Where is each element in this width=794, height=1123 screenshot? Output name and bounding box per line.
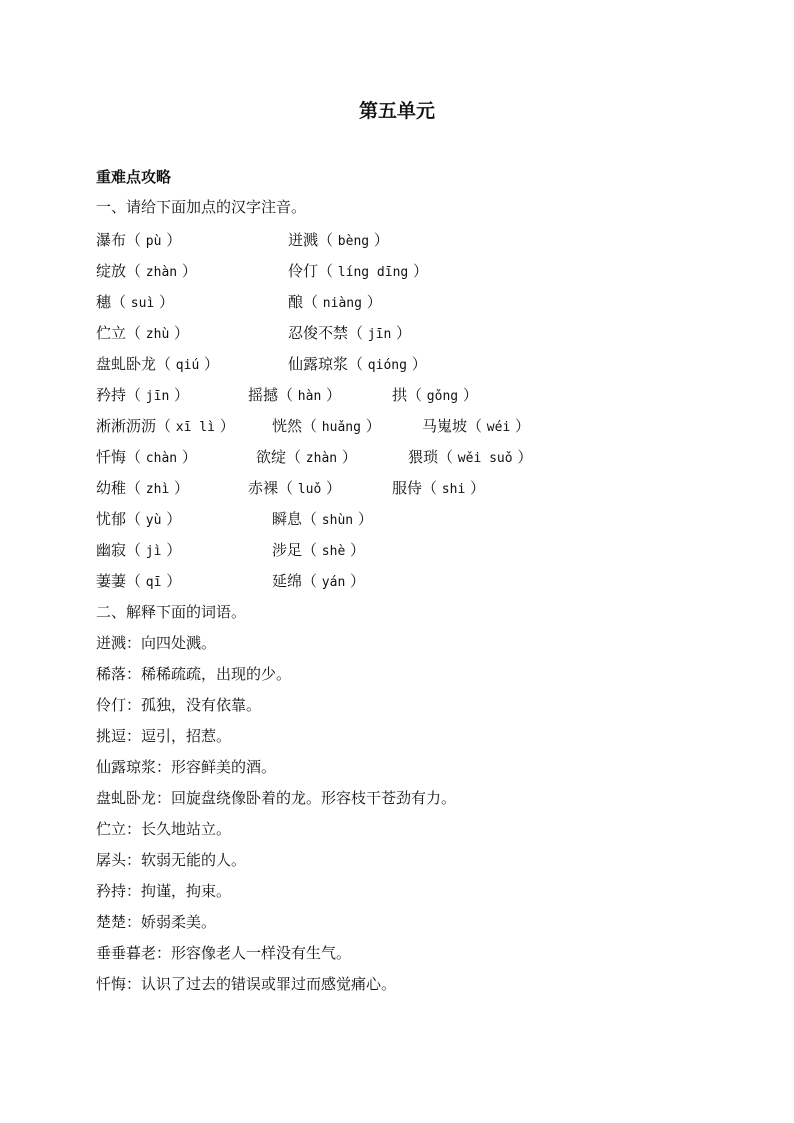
pinyin-word: 马嵬坡 bbox=[422, 417, 468, 435]
pinyin-word: 延绵 bbox=[272, 572, 303, 590]
pinyin-word: 伫立 bbox=[96, 324, 127, 342]
pinyin-word: 赤裸 bbox=[248, 479, 279, 497]
pinyin-item: 萋萋（ qī ） bbox=[96, 572, 182, 590]
pinyin-item: 拱（ gǒng ） bbox=[392, 386, 478, 404]
part2-heading: 二、解释下面的词语。 bbox=[96, 603, 247, 621]
definition-item: 忏悔：认识了过去的错误或罪过而感觉痛心。 bbox=[96, 975, 397, 993]
pinyin-item: 幼稚（ zhì ） bbox=[96, 479, 190, 497]
pinyin-word: 服侍 bbox=[392, 479, 423, 497]
pinyin-item: 矜持（ jīn ） bbox=[96, 386, 190, 404]
pinyin-answer: jīn bbox=[145, 389, 170, 404]
pinyin-item: 摇撼（ hàn ） bbox=[248, 386, 342, 404]
pinyin-word: 瞬息 bbox=[272, 510, 303, 528]
pinyin-answer: jīn bbox=[367, 327, 392, 342]
definition-item: 伶仃：孤独，没有依靠。 bbox=[96, 696, 262, 714]
pinyin-item: 伫立（ zhù ） bbox=[96, 324, 190, 342]
pinyin-word: 穗 bbox=[96, 293, 112, 311]
pinyin-word: 幽寂 bbox=[96, 541, 127, 559]
pinyin-answer: shi bbox=[441, 482, 466, 497]
definition-item: 迸溅：向四处溅。 bbox=[96, 634, 217, 652]
definition-item: 孱头：软弱无能的人。 bbox=[96, 851, 247, 869]
pinyin-item: 恍然（ huǎng ） bbox=[272, 417, 381, 435]
pinyin-word: 涉足 bbox=[272, 541, 303, 559]
pinyin-item: 迸溅（ bèng ） bbox=[288, 231, 389, 249]
pinyin-item: 瀑布（ pù ） bbox=[96, 231, 182, 249]
pinyin-word: 矜持 bbox=[96, 386, 127, 404]
pinyin-answer: zhù bbox=[145, 327, 170, 342]
pinyin-answer: shè bbox=[321, 544, 346, 559]
pinyin-answer: wěi suǒ bbox=[457, 451, 513, 466]
pinyin-answer: huǎng bbox=[321, 420, 361, 435]
pinyin-item: 穗（ suì ） bbox=[96, 293, 175, 311]
pinyin-item: 淅淅沥沥（ xī lì ） bbox=[96, 417, 235, 435]
pinyin-item: 绽放（ zhàn ） bbox=[96, 262, 197, 280]
pinyin-answer: qī bbox=[145, 575, 162, 590]
pinyin-answer: suì bbox=[130, 296, 155, 311]
pinyin-answer: jì bbox=[145, 544, 162, 559]
pinyin-item: 幽寂（ jì ） bbox=[96, 541, 182, 559]
pinyin-answer: yán bbox=[321, 575, 346, 590]
pinyin-answer: zhì bbox=[145, 482, 170, 497]
pinyin-answer: gǒng bbox=[426, 389, 459, 404]
definition-item: 挑逗：逗引，招惹。 bbox=[96, 727, 232, 745]
pinyin-answer: qióng bbox=[367, 358, 407, 373]
pinyin-word: 拱 bbox=[392, 386, 408, 404]
pinyin-answer: líng dīng bbox=[337, 265, 409, 280]
definition-item: 稀落：稀稀疏疏，出现的少。 bbox=[96, 665, 292, 683]
section-heading: 重难点攻略 bbox=[96, 168, 172, 186]
pinyin-answer: luǒ bbox=[297, 482, 322, 497]
pinyin-word: 酿 bbox=[288, 293, 304, 311]
pinyin-word: 忧郁 bbox=[96, 510, 127, 528]
pinyin-answer: yù bbox=[145, 513, 162, 528]
pinyin-answer: shùn bbox=[321, 513, 354, 528]
pinyin-word: 瀑布 bbox=[96, 231, 127, 249]
definition-item: 伫立：长久地站立。 bbox=[96, 820, 232, 838]
pinyin-item: 伶仃（ líng dīng ） bbox=[288, 262, 429, 280]
pinyin-item: 盘虬卧龙（ qiú ） bbox=[96, 355, 220, 373]
pinyin-word: 迸溅 bbox=[288, 231, 319, 249]
pinyin-word: 摇撼 bbox=[248, 386, 279, 404]
pinyin-answer: wéi bbox=[486, 420, 511, 435]
definition-item: 仙露琼浆：形容鲜美的酒。 bbox=[96, 758, 277, 776]
pinyin-item: 忍俊不禁（ jīn ） bbox=[288, 324, 412, 342]
pinyin-item: 涉足（ shè ） bbox=[272, 541, 366, 559]
pinyin-word: 淅淅沥沥 bbox=[96, 417, 157, 435]
page-title: 第五单元 bbox=[358, 100, 435, 122]
pinyin-word: 萋萋 bbox=[96, 572, 127, 590]
definition-item: 矜持：拘谨，拘束。 bbox=[96, 882, 232, 900]
pinyin-answer: bèng bbox=[337, 234, 370, 249]
pinyin-item: 赤裸（ luǒ ） bbox=[248, 479, 342, 497]
pinyin-answer: chàn bbox=[145, 451, 178, 466]
pinyin-word: 绽放 bbox=[96, 262, 127, 280]
pinyin-item: 酿（ niàng ） bbox=[288, 293, 382, 311]
pinyin-word: 忏悔 bbox=[96, 448, 127, 466]
pinyin-answer: pù bbox=[145, 234, 162, 249]
pinyin-item: 瞬息（ shùn ） bbox=[272, 510, 373, 528]
pinyin-word: 恍然 bbox=[272, 417, 303, 435]
pinyin-item: 忏悔（ chàn ） bbox=[96, 448, 197, 466]
pinyin-item: 忧郁（ yù ） bbox=[96, 510, 182, 528]
part1-heading: 一、请给下面加点的汉字注音。 bbox=[96, 198, 307, 216]
pinyin-answer: zhàn bbox=[145, 265, 178, 280]
pinyin-word: 猥琐 bbox=[408, 448, 439, 466]
pinyin-item: 猥琐（ wěi suǒ ） bbox=[408, 448, 533, 466]
pinyin-word: 忍俊不禁 bbox=[288, 324, 349, 342]
pinyin-item: 延绵（ yán ） bbox=[272, 572, 366, 590]
pinyin-word: 伶仃 bbox=[288, 262, 319, 280]
pinyin-word: 仙露琼浆 bbox=[288, 355, 349, 373]
pinyin-item: 服侍（ shi ） bbox=[392, 479, 486, 497]
pinyin-answer: xī lì bbox=[175, 420, 215, 435]
pinyin-answer: qiú bbox=[175, 358, 200, 373]
pinyin-answer: zhàn bbox=[305, 451, 338, 466]
pinyin-word: 盘虬卧龙 bbox=[96, 355, 157, 373]
definition-item: 楚楚：娇弱柔美。 bbox=[96, 913, 217, 931]
pinyin-item: 欲绽（ zhàn ） bbox=[256, 448, 357, 466]
pinyin-word: 幼稚 bbox=[96, 479, 127, 497]
pinyin-answer: hàn bbox=[297, 389, 322, 404]
pinyin-item: 仙露琼浆（ qióng ） bbox=[288, 355, 427, 373]
pinyin-item: 马嵬坡（ wéi ） bbox=[422, 417, 531, 435]
definition-item: 垂垂暮老：形容像老人一样没有生气。 bbox=[96, 944, 352, 962]
pinyin-word: 欲绽 bbox=[256, 448, 287, 466]
pinyin-answer: niàng bbox=[322, 296, 362, 311]
definition-item: 盘虬卧龙：回旋盘绕像卧着的龙。形容枝干苍劲有力。 bbox=[96, 789, 457, 807]
